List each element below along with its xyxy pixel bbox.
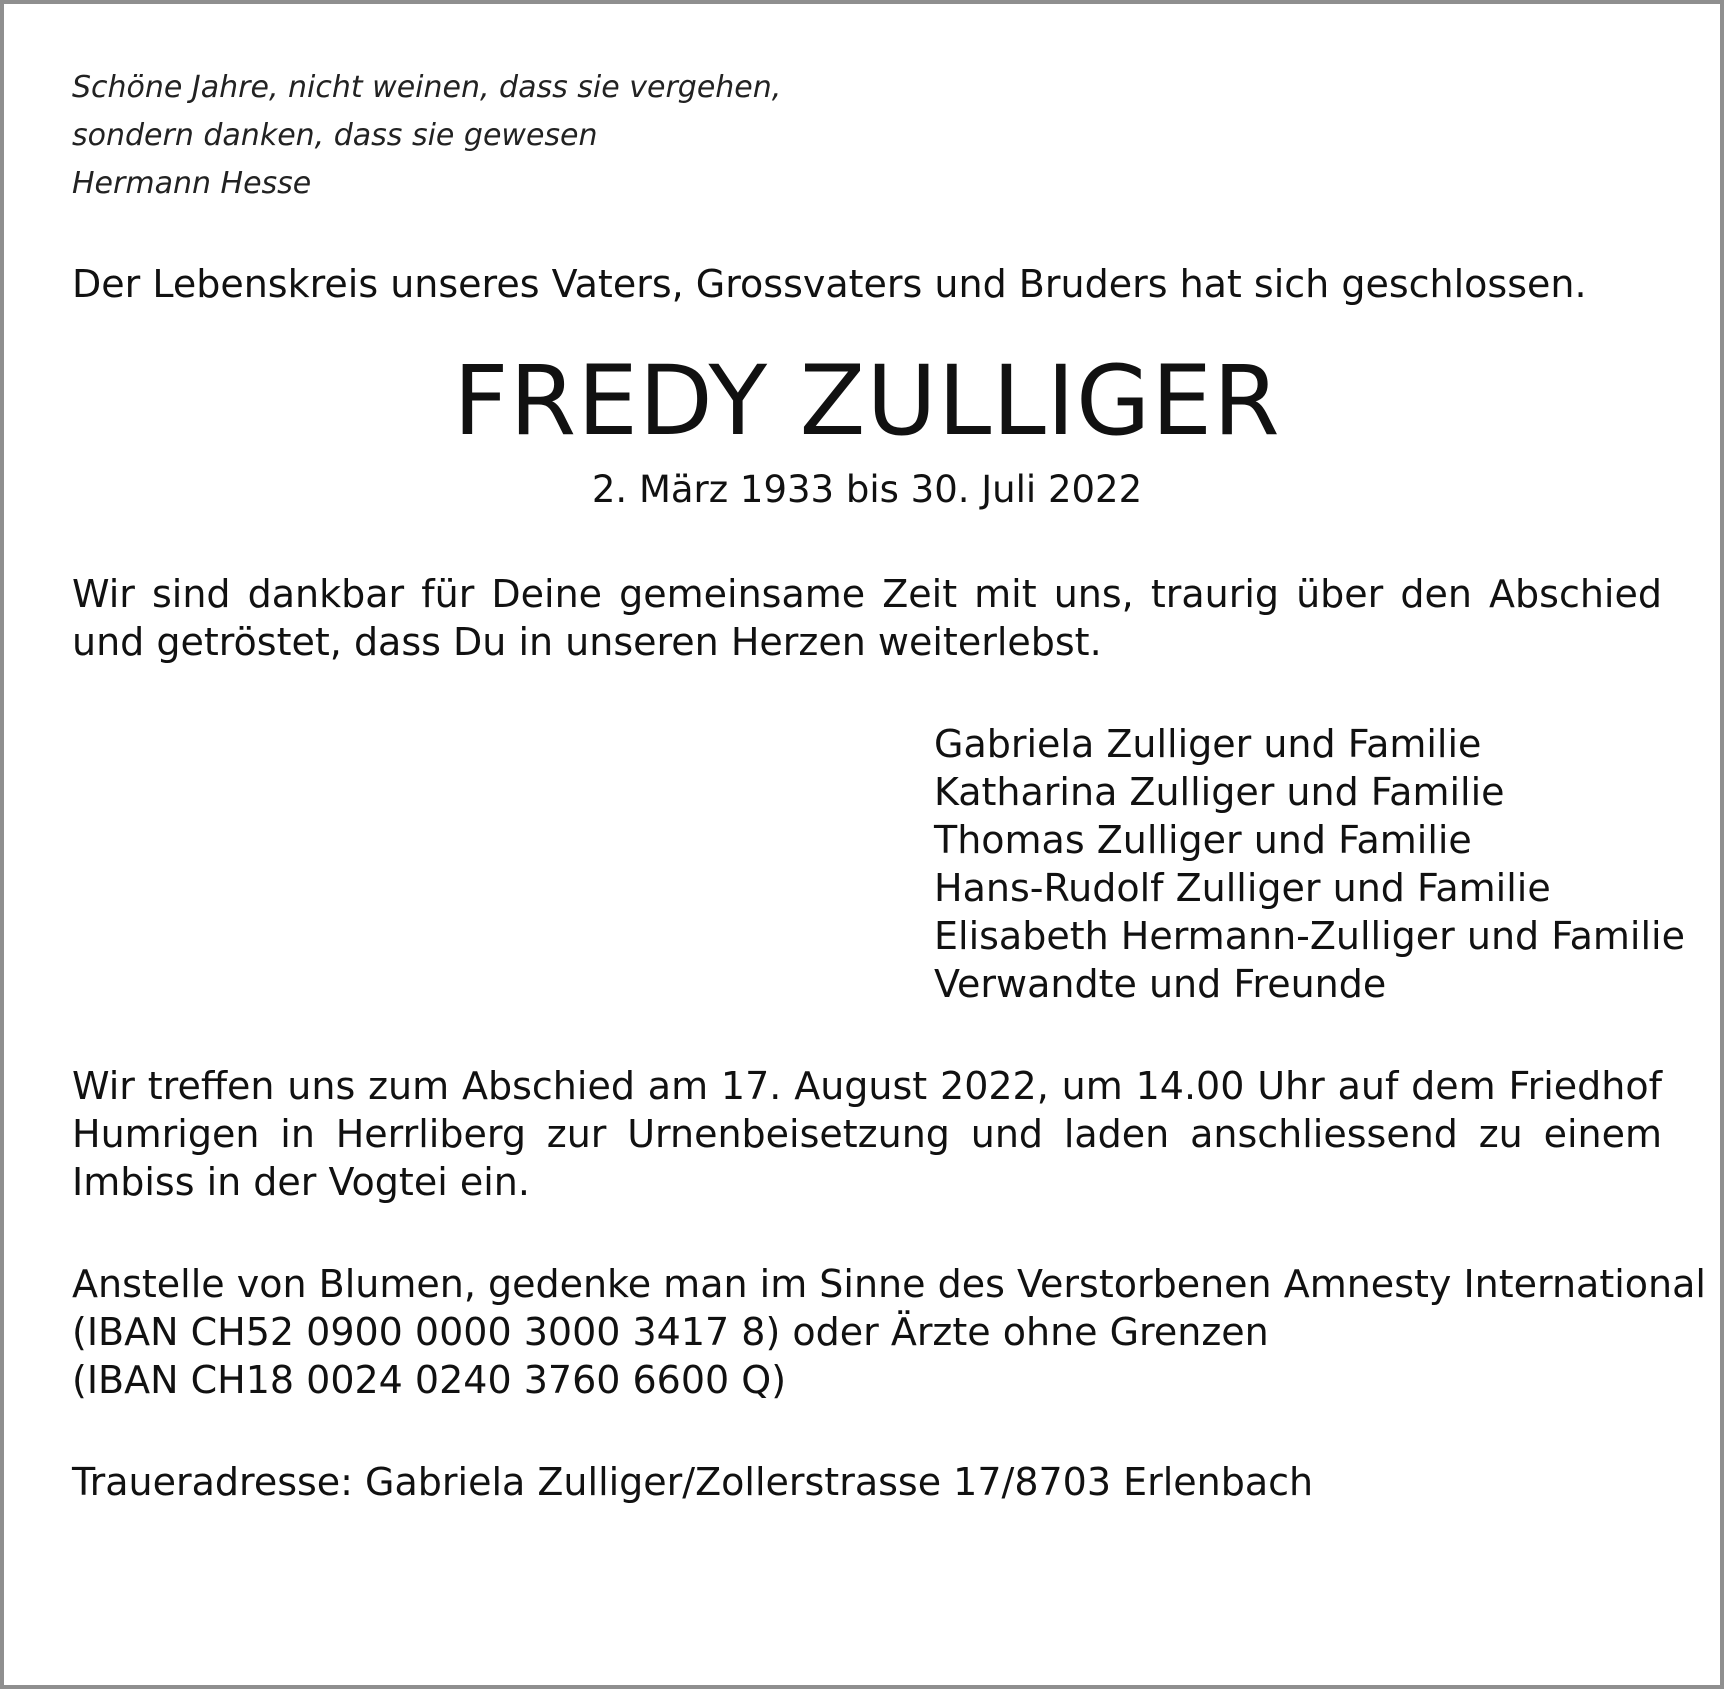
donation-line-3: (IBAN CH18 0024 0240 3760 6600 Q) — [72, 1358, 787, 1402]
mourner-entry: Thomas Zulliger und Familie — [934, 818, 1472, 862]
mourner-entry: Verwandte und Freunde — [934, 962, 1387, 1006]
life-dates: 2. März 1933 bis 30. Juli 2022 — [591, 468, 1143, 511]
mourners-list — [934, 720, 1685, 1008]
donation-line-2: (IBAN CH52 0900 0000 3000 3417 8) oder Ärzte ohne Grenzen — [72, 1310, 1269, 1354]
deceased-name: FREDY ZULLIGER — [453, 345, 1281, 457]
mourner-entry: Gabriela Zulliger und Familie — [934, 722, 1482, 766]
mourner-entry: Hans-Rudolf Zulliger und Familie — [934, 866, 1551, 910]
lead-sentence: Der Lebenskreis unseres Vaters, Grossvaters und Bruders hat sich geschlossen. — [72, 262, 1587, 306]
quote-author: Hermann Hesse — [72, 166, 312, 201]
hesse-quote — [72, 64, 1662, 208]
mourning-address: Traueradresse: Gabriela Zulliger/Zollerstrasse 17/8703 Erlenbach — [72, 1460, 1314, 1504]
quote-line-1: Schöne Jahre, nicht weinen, dass sie vergehen, — [72, 70, 782, 105]
thanks-paragraph: Wir sind dankbar für Deine gemeinsame Zeit mit uns, traurig über den Abschied und getröstet, dass Du in unseren Herzen weiterlebst. — [72, 572, 1662, 664]
notice-content — [72, 64, 1706, 1506]
funeral-details-paragraph: Wir treffen uns zum Abschied am 17. August 2022, um 14.00 Uhr auf dem Friedhof Humrigen in Herrliberg zur Urnenbeisetzung und laden anschliessend zu einem Imbiss in der Vogtei ein. — [72, 1064, 1662, 1204]
mourner-entry: Elisabeth Hermann-Zulliger und Familie — [934, 914, 1685, 958]
mourner-entry: Katharina Zulliger und Familie — [934, 770, 1505, 814]
quote-line-2: sondern danken, dass sie gewesen — [72, 118, 598, 153]
donation-note — [72, 1260, 1706, 1404]
donation-line-1: Anstelle von Blumen, gedenke man im Sinne des Verstorbenen Amnesty International — [72, 1262, 1706, 1306]
